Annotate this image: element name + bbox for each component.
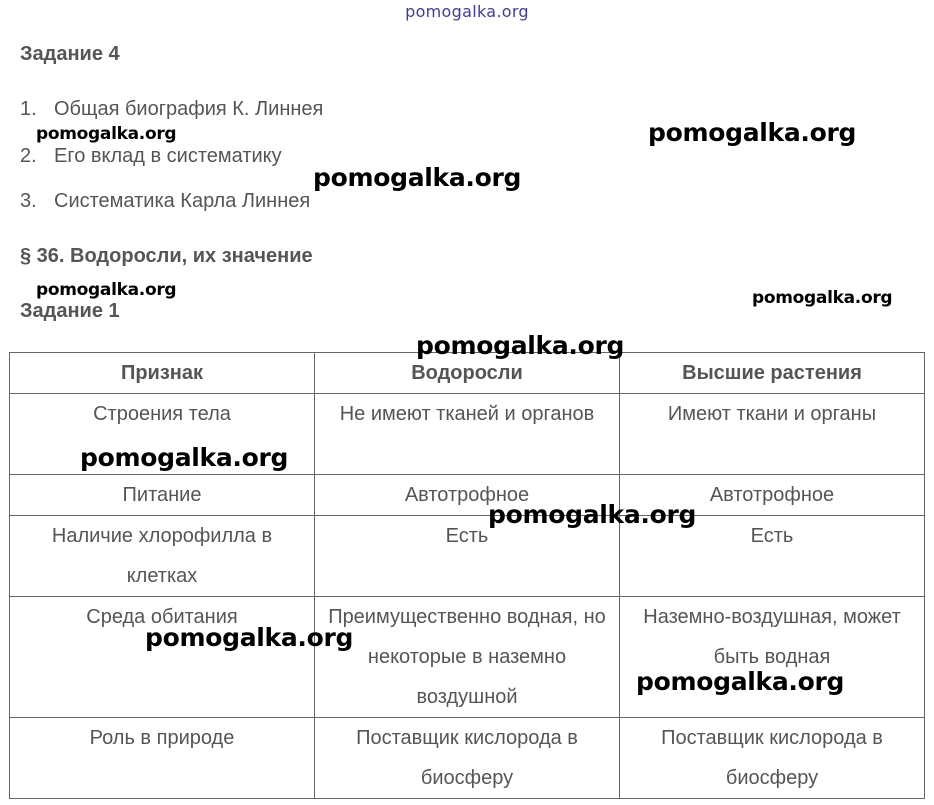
task4-heading: Задание 4 xyxy=(20,43,120,65)
list-item-text: Его вклад в систематику xyxy=(54,145,282,167)
watermark-text: pomogalka.org xyxy=(648,118,857,147)
watermark-text: pomogalka.org xyxy=(752,288,893,308)
table-header-cell: Высшие растения xyxy=(620,353,925,394)
list-item xyxy=(20,190,310,213)
list-item-number: 1. xyxy=(20,98,37,120)
watermark-text: pomogalka.org xyxy=(416,331,625,360)
list-item-text: Систематика Карла Линнея xyxy=(54,190,311,212)
table-cell: Не имеют тканей и органов xyxy=(315,394,620,475)
table-row xyxy=(10,597,925,718)
paragraph-heading: § 36. Водоросли, их значение xyxy=(20,245,313,267)
list-item-number: 3. xyxy=(20,190,37,212)
table-cell: Строения тела xyxy=(10,394,315,475)
list-item xyxy=(20,98,323,121)
watermark-text: pomogalka.org xyxy=(636,667,845,696)
table-cell: Поставщик кислорода в биосферу xyxy=(315,718,620,799)
watermark-text: pomogalka.org xyxy=(313,163,522,192)
list-item xyxy=(20,145,282,168)
table-cell: Поставщик кислорода в биосферу xyxy=(620,718,925,799)
table-cell: Имеют ткани и органы xyxy=(620,394,925,475)
table-header-cell: Признак xyxy=(10,353,315,394)
table-cell: Наземно-воздушная, может быть водная xyxy=(620,597,925,718)
watermark-text: pomogalka.org xyxy=(80,443,289,472)
site-watermark-top: pomogalka.org xyxy=(405,2,529,21)
list-item-number: 2. xyxy=(20,145,37,167)
watermark-text: pomogalka.org xyxy=(145,623,354,652)
table-cell: Наличие хлорофилла в клетках xyxy=(10,516,315,597)
list-item-text: Общая биография К. Линнея xyxy=(54,98,324,120)
table-cell: Автотрофное xyxy=(620,475,925,516)
task1-heading: Задание 1 xyxy=(20,300,120,322)
table-row xyxy=(10,718,925,799)
table-row xyxy=(10,475,925,516)
table-row xyxy=(10,516,925,597)
watermark-text: pomogalka.org xyxy=(36,124,177,144)
table-cell: Преимущественно водная, но некоторые в наземно воздушной xyxy=(315,597,620,718)
table-cell: Среда обитания xyxy=(10,597,315,718)
watermark-text: pomogalka.org xyxy=(488,500,697,529)
comparison-table xyxy=(9,352,925,799)
table-cell: Автотрофное xyxy=(315,475,620,516)
table-cell: Есть xyxy=(620,516,925,597)
table-header-cell: Водоросли xyxy=(315,353,620,394)
watermark-text: pomogalka.org xyxy=(36,280,177,300)
table-cell: Есть xyxy=(315,516,620,597)
table-cell: Роль в природе xyxy=(10,718,315,799)
table-cell: Питание xyxy=(10,475,315,516)
